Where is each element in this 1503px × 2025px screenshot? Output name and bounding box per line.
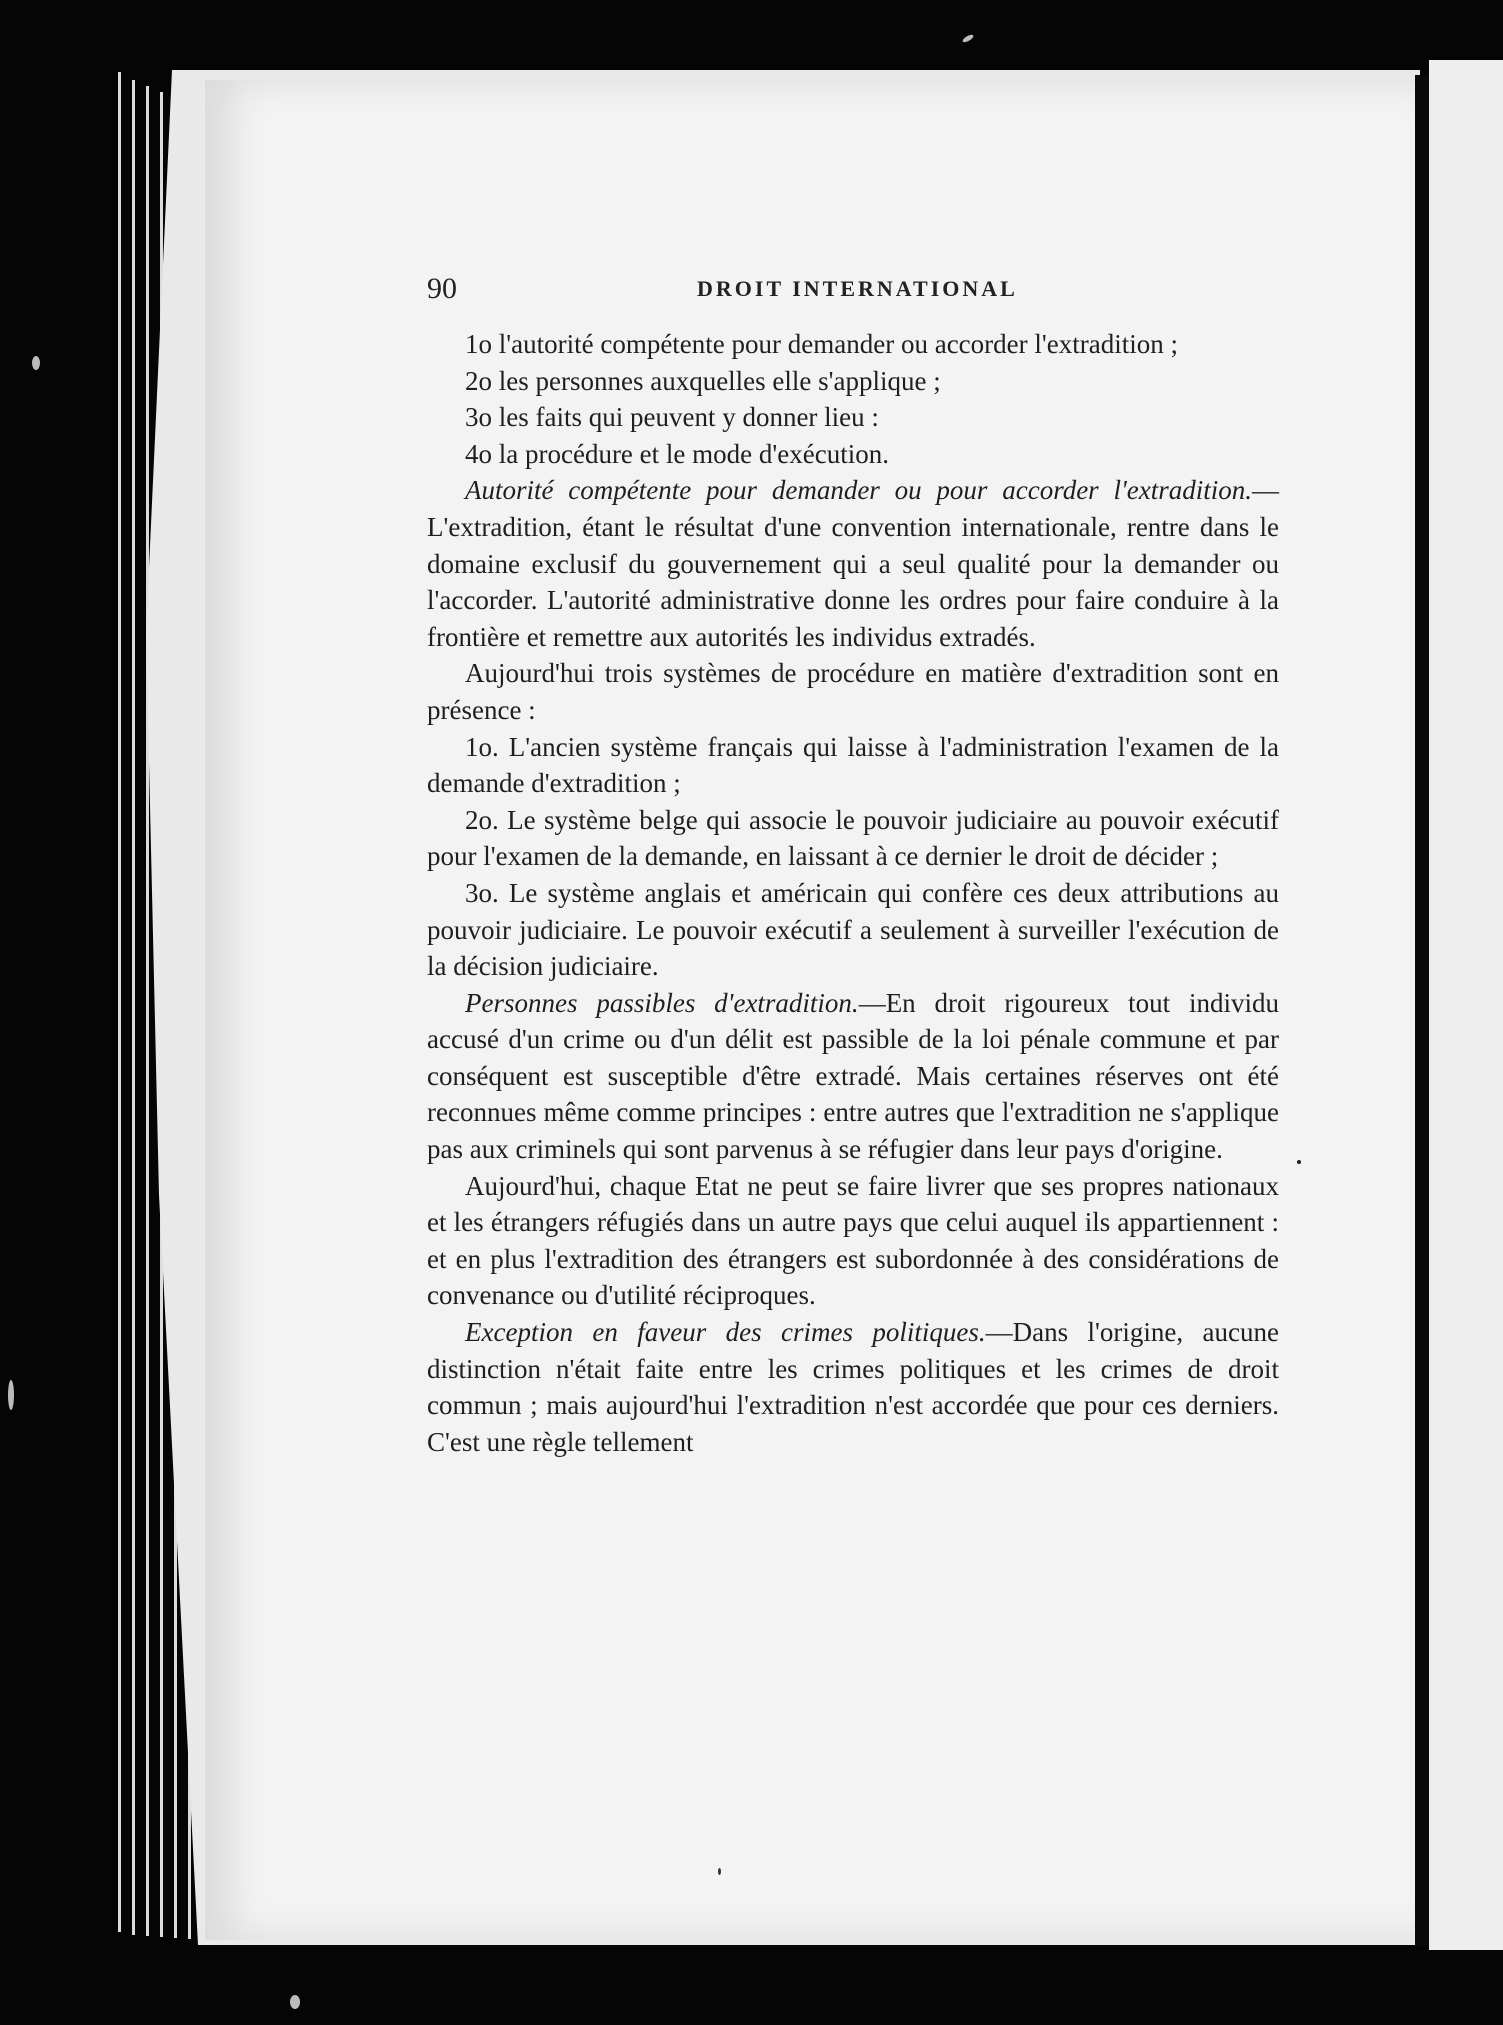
section-heading: Autorité compétente pour demander ou pour accorder l'extradition. bbox=[465, 475, 1252, 506]
page-edge bbox=[132, 80, 135, 1935]
paragraph-text: Aujourd'hui, chaque Etat ne peut se faire livrer que ses propres nationaux et les étrangers réfugiés dans un autre pays que celui auquel ils appartiennent : et en plus l'extradition des étrangers est subordonnée à des considérations de convenance ou d'utilité réciproques. bbox=[427, 1170, 1279, 1311]
scan-speck bbox=[8, 1380, 14, 1410]
scan-speck bbox=[32, 356, 40, 370]
paragraph-text: Aujourd'hui trois systèmes de procédure en matière d'extradition sont en présence : bbox=[427, 658, 1279, 725]
paragraph bbox=[427, 472, 1279, 655]
paragraph-text: —Dans l'origine, aucune distinction n'était faite entre les crimes politiques et les crimes de droit commun ; mais aujourd'hui l'extradition n'est accordée que pour ces derniers. C'est une règle tellement bbox=[427, 1317, 1279, 1457]
paragraph-text: —L'extradition, étant le résultat d'une convention internationale, rentre dans le domaine exclusif du gouvernement qui a seul qualité pour la demander ou l'accorder. L'autorité administrative donne les ordres pour faire conduire à la frontière et remettre aux autorités les individus extradés. bbox=[427, 475, 1279, 652]
paragraph bbox=[427, 802, 1279, 875]
paragraph-text: 1o. L'ancien système français qui laisse à l'administration l'examen de la demande d'extradition ; bbox=[427, 731, 1279, 799]
spine-shadow bbox=[1415, 75, 1429, 1945]
paragraph-text: 1o l'autorité compétente pour demander ou accorder l'extradition ; bbox=[465, 329, 1178, 359]
section-heading: Exception en faveur des crimes politiques. bbox=[465, 1317, 986, 1348]
paragraph-text: 3o les faits qui peuvent y donner lieu : bbox=[465, 402, 879, 433]
running-head bbox=[427, 272, 1277, 308]
paragraph bbox=[427, 1168, 1279, 1314]
paragraph-text: 2o. Le système belge qui associe le pouvoir judiciaire au pouvoir exécutif pour l'examen de la demande, en laissant à ce dernier le droit de décider ; bbox=[427, 804, 1279, 872]
paragraph bbox=[427, 985, 1279, 1168]
paragraph bbox=[427, 399, 1279, 436]
paragraph bbox=[427, 436, 1279, 473]
paragraph-text: 3o. Le système anglais et américain qui confère ces deux attributions au pouvoir judiciaire. Le pouvoir exécutif a seulement à surveiller l'exécution de la décision judiciaire. bbox=[427, 877, 1279, 982]
scan-speck bbox=[1297, 1160, 1301, 1164]
section-heading: Personnes passibles d'extradition. bbox=[465, 987, 859, 1018]
paragraph bbox=[427, 875, 1279, 985]
page-edge bbox=[146, 86, 149, 1936]
paragraph bbox=[427, 363, 1279, 400]
scan-speck bbox=[962, 33, 975, 43]
scan-speck bbox=[290, 1995, 300, 2009]
paragraph-text: 2o les personnes auxquelles elle s'applique ; bbox=[465, 365, 941, 396]
scan-speck bbox=[718, 1868, 721, 1875]
paragraph-text: 4o la procédure et le mode d'exécution. bbox=[465, 438, 889, 469]
facing-page-edge bbox=[1429, 60, 1503, 1950]
running-head-title: DROIT INTERNATIONAL bbox=[697, 276, 1018, 301]
paragraph bbox=[427, 729, 1279, 802]
page-edge bbox=[118, 72, 121, 1932]
paragraph bbox=[427, 1314, 1279, 1460]
paragraph-text: —En droit rigoureux tout individu accusé d'un crime ou d'un délit est passible de la loi pénale commune et par conséquent est susceptible d'être extradé. Mais certaines réserves ont été reconnues même comme principes : entre autres que l'extradition ne s'applique pas aux criminels qui sont parvenus à se réfugier dans leur pays d'origine. bbox=[427, 987, 1280, 1165]
body-text bbox=[427, 326, 1279, 1460]
paragraph bbox=[427, 655, 1279, 728]
paragraph bbox=[427, 326, 1279, 363]
page-number: 90 bbox=[427, 272, 457, 305]
